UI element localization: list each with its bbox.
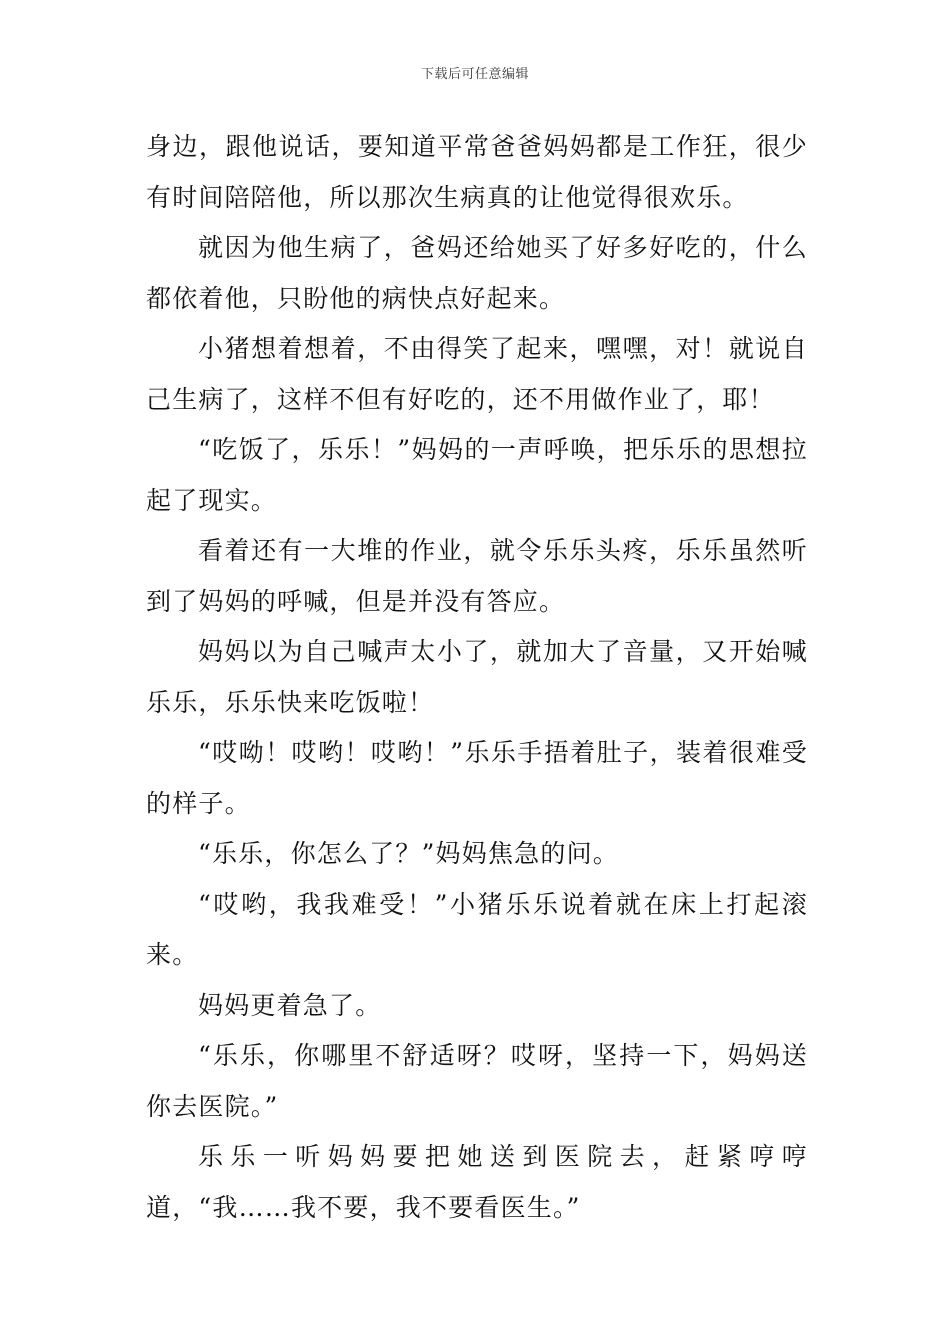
- paragraph-5: 看着还有一大堆的作业，就令乐乐头疼，乐乐虽然听到了妈妈的呼喊，但是并没有答应。: [146, 536, 808, 616]
- paragraph-3: 小猪想着想着，不由得笑了起来，嘿嘿，对！就说自己生病了，这样不但有好吃的，还不用做作业了，耶！: [146, 334, 808, 414]
- paragraph-10: 妈妈更着急了。: [198, 990, 382, 1020]
- paragraph-2: 就因为他生病了，爸妈还给她买了好多好吃的，什么都依着他，只盼他的病快点好起来。: [146, 233, 808, 313]
- page-header: 下载后可任意编辑: [420, 67, 529, 82]
- paragraph-12: 乐乐一听妈妈要把她送到医院去，赶紧哼哼道，“我……我不要，我不要看医生。”: [146, 1142, 808, 1222]
- paragraph-6: 妈妈以为自己喊声太小了，就加大了音量，又开始喊乐乐，乐乐快来吃饭啦！: [146, 637, 808, 717]
- paragraph-8: “乐乐，你怎么了？”妈妈焦急的问。: [198, 839, 619, 868]
- paragraph-9: “哎哟，我我难受！”小猪乐乐说着就在床上打起滚来。: [146, 889, 808, 969]
- paragraph-4: “吃饭了，乐乐！”妈妈的一声呼唤，把乐乐的思想拉起了现实。: [146, 435, 808, 515]
- paragraph-7: “哎呦！哎哟！哎哟！”乐乐手捂着肚子，装着很难受的样子。: [146, 738, 808, 818]
- document-body: [146, 122, 808, 1233]
- paragraph-11: “乐乐，你哪里不舒适呀？哎呀，坚持一下，妈妈送你去医院。”: [146, 1041, 808, 1121]
- paragraph-1: 身边，跟他说话，要知道平常爸爸妈妈都是工作狂，很少有时间陪陪他，所以那次生病真的让他觉得很欢乐。: [146, 132, 808, 212]
